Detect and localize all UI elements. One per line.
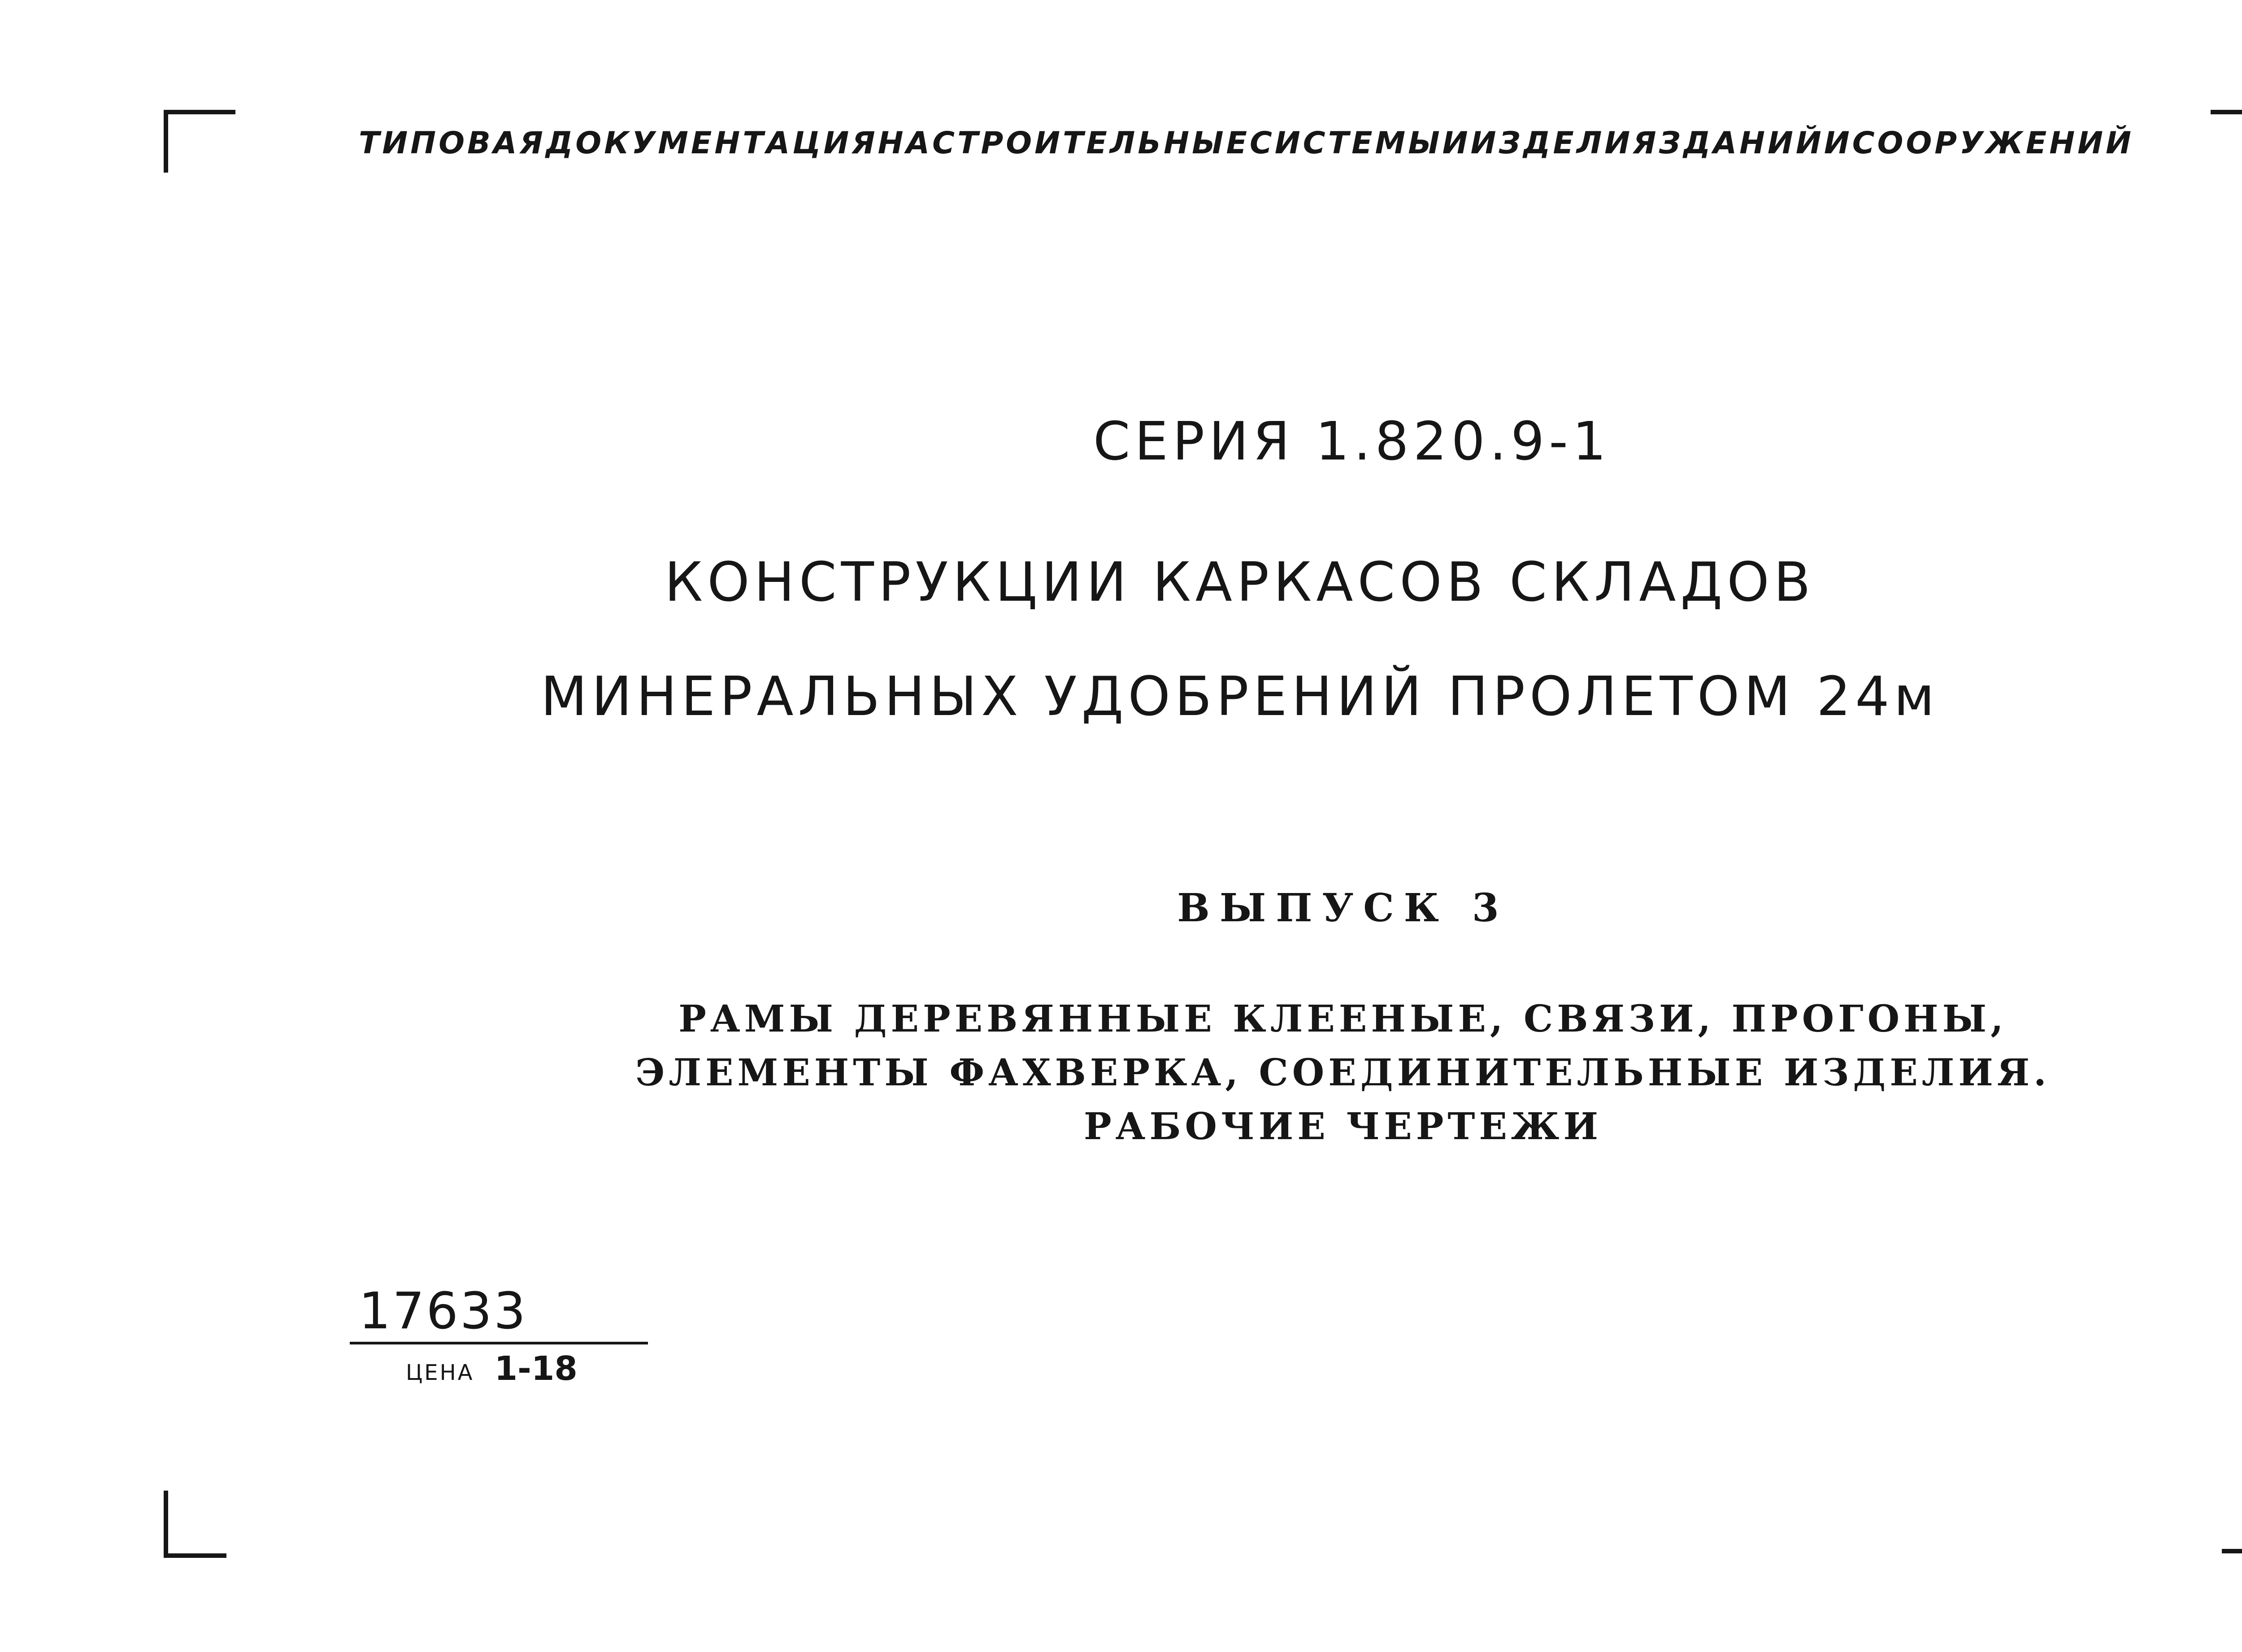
header-word: И: [1442, 126, 1471, 161]
corner-mark-top-right: [2211, 110, 2242, 134]
header-word: ЗДАНИЙ: [1659, 126, 1824, 161]
stamp-divider: [350, 1342, 648, 1344]
header-word: НА: [878, 126, 933, 161]
price-value: 1-18: [494, 1349, 578, 1388]
header-word: СТРОИТЕЛЬНЫЕ: [932, 126, 1250, 161]
header-word: ДОКУМЕНТАЦИЯ: [545, 126, 878, 161]
series-number: СЕРИЯ 1.820.9-1: [1093, 410, 1611, 472]
corner-mark-top-left: [164, 110, 235, 173]
header-word: И: [1824, 126, 1852, 161]
issue-number: ВЫПУСК 3: [1177, 885, 1509, 931]
description-line-3: РАБОЧИЕ ЧЕРТЕЖИ: [1084, 1105, 1602, 1148]
price: [406, 1349, 578, 1388]
header-word: СООРУЖЕНИЙ: [1852, 126, 2134, 161]
document-header: [359, 126, 2134, 161]
price-label: ЦЕНА: [406, 1360, 474, 1385]
document-title-line-1: КОНСТРУКЦИИ КАРКАСОВ СКЛАДОВ: [665, 551, 1815, 614]
header-word: СИСТЕМЫ: [1249, 126, 1443, 161]
description-line-1: РАМЫ ДЕРЕВЯННЫЕ КЛЕЕНЫЕ, СВЯЗИ, ПРОГОНЫ,: [678, 997, 2007, 1041]
corner-mark-bottom-right: [2222, 1493, 2242, 1553]
header-word: ТИПОВАЯ: [359, 126, 546, 161]
inventory-number: 17633: [359, 1282, 528, 1340]
description-line-2: ЭЛЕМЕНТЫ ФАХВЕРКА, СОЕДИНИТЕЛЬНЫЕ ИЗДЕЛИЯ.: [635, 1051, 2051, 1094]
document-title-line-2: МИНЕРАЛЬНЫХ УДОБРЕНИЙ ПРОЛЕТОМ 24м: [540, 666, 1939, 728]
header-word: ИЗДЕЛИЯ: [1470, 126, 1659, 161]
corner-mark-bottom-left: [164, 1491, 226, 1558]
